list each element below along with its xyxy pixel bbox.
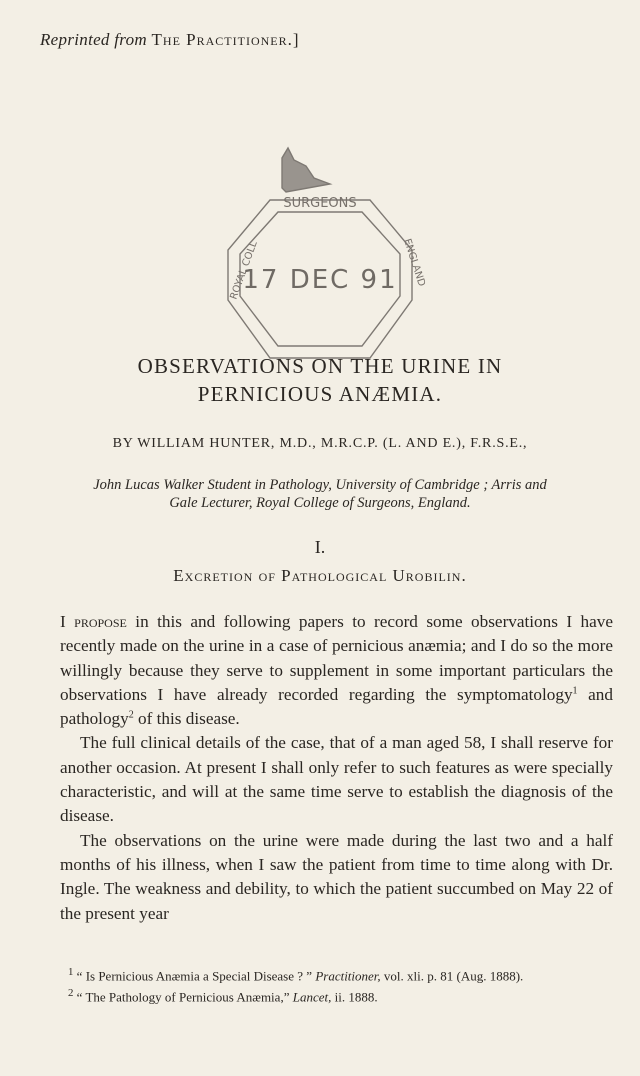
- article-title-line2: PERNICIOUS ANÆMIA.: [197, 382, 443, 406]
- affiliation-line2: Gale Lecturer, Royal College of Surgeons, England.: [169, 495, 471, 511]
- author-affiliation: [55, 476, 585, 512]
- footnote-ref-1: 1: [572, 685, 578, 697]
- author-byline: BY WILLIAM HUNTER, M.D., M.R.C.P. (L. AND E.), F.R.S.E.,: [112, 436, 528, 451]
- footnotes: [60, 964, 613, 1006]
- stamp-ring-right: ENGLAND: [401, 237, 427, 288]
- footnote-2: [60, 985, 613, 1006]
- footnote-2-text-a: “ The Pathology of Pernicious Anæmia,”: [73, 989, 293, 1005]
- footnote-2-text-b: ii. 1888.: [331, 989, 378, 1005]
- affiliation-line1: John Lucas Walker Student in Pathology, University of Cambridge ; Arris and: [93, 477, 547, 493]
- paragraph-2: The full clinical details of the case, that of a man aged 58, I shall reserve for another occasion. At present I shall only refer to such features as were specially characteristic, and will at the same time serve to establish the diagnosis of the disease.: [60, 733, 613, 826]
- paragraph-1-text-c: of this disease.: [133, 709, 240, 729]
- paragraph-1: [60, 610, 613, 731]
- footnote-ref-2: 2: [128, 709, 134, 721]
- footnote-1: [60, 964, 613, 985]
- stamp-ring-top: SURGEONS: [283, 196, 357, 211]
- footnote-1-text-a: “ Is Pernicious Anæmia a Special Disease ? ”: [73, 968, 316, 984]
- footnote-2-journal: Lancet,: [292, 989, 332, 1005]
- paragraph-1-text-b: and pathology: [60, 684, 613, 729]
- section-number: I.: [314, 537, 326, 557]
- footnote-2-mark: 2: [68, 986, 74, 999]
- footnote-1-mark: 1: [68, 966, 74, 978]
- reprinted-from-label: Reprinted from: [40, 30, 147, 49]
- reprint-header: [40, 30, 300, 50]
- section-title: Excretion of Pathological Urobilin.: [173, 566, 467, 585]
- journal-name: The Practitioner.]: [151, 30, 300, 49]
- stamp-ring-left: ROYAL COLL: [228, 239, 260, 302]
- stamp-date: 17 DEC 91: [242, 265, 398, 295]
- article-body: [60, 610, 613, 926]
- paragraph-3: The observations on the urine were made during the last two and a half months of his illness, when I saw the patient from time to time along with Dr. Ingle. The weakness and debility, to which the patient succumbed on May 22 of the present year: [60, 830, 613, 923]
- opening-words: I propose: [60, 612, 127, 631]
- footnote-1-text-b: vol. xli. p. 81 (Aug. 1888).: [380, 968, 524, 984]
- paragraph-1-text-a: in this and following papers to record some observations I have recently made on the urine in a case of pernicious anæmia; and I do so the more willingly because they serve to supplement in some important particulars the observations I have already recorded regarding the symptomatology: [60, 612, 613, 704]
- library-stamp: [190, 140, 450, 380]
- article-title-line1: OBSERVATIONS ON THE URINE IN: [137, 354, 503, 378]
- footnote-1-journal: Practitioner,: [315, 968, 381, 984]
